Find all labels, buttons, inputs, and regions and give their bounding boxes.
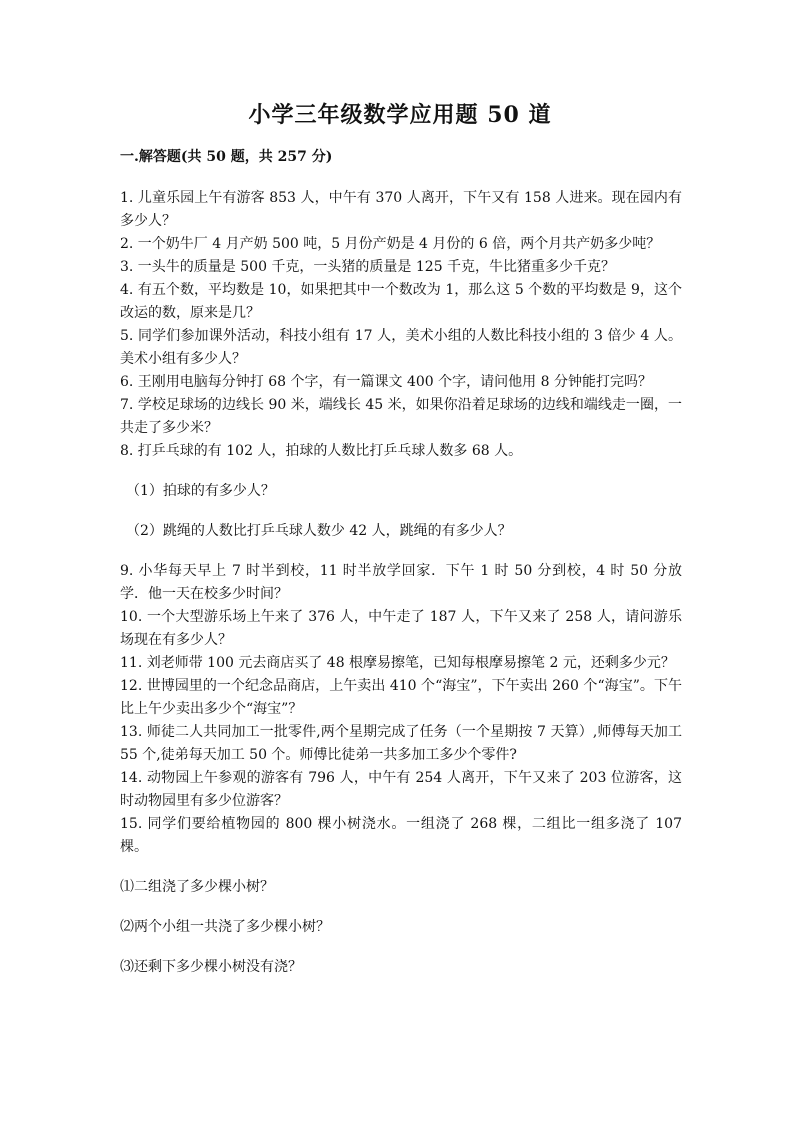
question-15-sub-1: ⑴二组浇了多少棵小树？: [120, 879, 274, 895]
question-15-sub-3: ⑶还剩下多少棵小树没有浇？: [120, 959, 302, 975]
question-13: 13. 师徒二人共同加工一批零件,两个星期完成了任务（一个星期按 7 天算）,师傅每天加工 55 个,徒弟每天加工 50 个。师傅比徒弟一共多加工多少个零件?: [120, 724, 682, 763]
question-11: 11. 刘老师带 100 元去商店买了 48 根摩易擦笔，已知每根摩易擦笔 2 元，还剩多少元？: [120, 655, 675, 671]
question-1: 1. 儿童乐园上午有游客 853 人，中午有 370 人离开，下午又有 158 人进来。现在园内有多少人？: [120, 190, 682, 229]
question-15: 15. 同学们要给植物园的 800 棵小树浇水。一组浇了 268 棵，二组比一组多浇了 107 棵。: [120, 816, 682, 855]
question-12: 12. 世博园里的一个纪念品商店，上午卖出 410 个“海宝”，下午卖出 260 个“海宝”。下午比上午少卖出多少个“海宝”？: [120, 678, 682, 717]
question-15-sub-2: ⑵两个小组一共浇了多少棵小树？: [120, 919, 330, 935]
question-2: 2. 一个奶牛厂 4 月产奶 500 吨，5 月份产奶是 4 月份的 6 倍，两个月共产奶多少吨？: [120, 236, 661, 252]
question-6: 6. 王刚用电脑每分钟打 68 个字，有一篇课文 400 个字，请问他用 8 分钟能打完吗？: [120, 374, 652, 390]
document-title: 小学三年级数学应用题 50 道: [248, 102, 552, 128]
question-8: 8. 打乒乓球的有 102 人，拍球的人数比打乒乓球人数多 68 人。: [120, 443, 523, 459]
question-5: 5. 同学们参加课外活动，科技小组有 17 人，美术小组的人数比科技小组的 3 倍少 4 人。美术小组有多少人？: [120, 328, 682, 367]
question-9: 9. 小华每天早上 7 时半到校，11 时半放学回家．下午 1 时 50 分到校，4 时 50 分放学．他一天在校多少时间？: [120, 563, 682, 602]
section-heading: 一.解答题(共 50 题，共 257 分): [120, 149, 333, 165]
question-3: 3. 一头牛的质量是 500 千克，一头猪的质量是 125 千克，牛比猪重多少千克？: [120, 259, 616, 275]
question-4: 4. 有五个数，平均数是 10，如果把其中一个数改为 1，那么这 5 个数的平均数是 9，这个改运的数，原来是几？: [120, 282, 682, 321]
question-10: 10. 一个大型游乐场上午来了 376 人，中午走了 187 人，下午又来了 258 人，请问游乐场现在有多少人？: [120, 609, 682, 648]
question-8-sub-1: （1）拍球的有多少人？: [126, 483, 275, 499]
question-14: 14. 动物园上午参观的游客有 796 人，中午有 254 人离开，下午又来了 203 位游客，这时动物园里有多少位游客？: [120, 770, 682, 809]
document-body: [120, 146, 682, 996]
question-7: 7. 学校足球场的边线长 90 米，端线长 45 米，如果你沿着足球场的边线和端线走一圈，一共走了多少米？: [120, 397, 682, 436]
question-8-sub-2: （2）跳绳的人数比打乒乓球人数少 42 人，跳绳的有多少人？: [126, 523, 512, 539]
